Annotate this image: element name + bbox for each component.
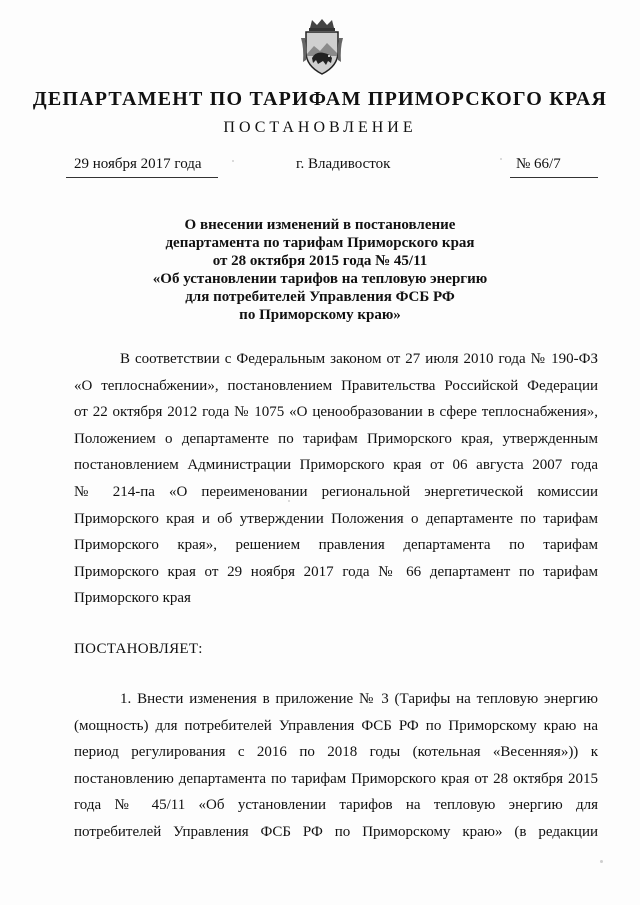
document-number: № 66/7	[516, 156, 561, 172]
date-underline	[66, 177, 218, 178]
paragraph-line: потребителей Управления ФСБ РФ по Приморскому краю» (в редакции	[74, 823, 598, 840]
paragraph-line: № 214-па «О переименовании региональной энергетической комиссии	[74, 483, 598, 500]
paragraph-line: «О теплоснабжении», постановлением Правительства Российской Федерации	[74, 377, 598, 394]
paragraph-line: постановлением Администрации Приморского края от 06 августа 2007 года	[74, 457, 598, 474]
paragraph-line: постановлению департамента по тарифам Приморского края от 28 октября 2015	[74, 770, 598, 787]
scan-speck	[600, 860, 603, 863]
decree-word: ПОСТАНОВЛЯЕТ:	[74, 641, 203, 657]
paragraph-line: (мощность) для потребителей Управления ФСБ РФ по Приморскому краю на	[74, 717, 598, 734]
paragraph-line: Приморского края», решением правления департамента по тарифам	[74, 537, 598, 554]
subject-line: для потребителей Управления ФСБ РФ	[185, 289, 455, 305]
paragraph-line: Приморского края от 29 ноября 2017 года № 66 департамент по тарифам	[74, 563, 598, 580]
scan-speck	[288, 500, 290, 502]
subject-line: «Об установлении тарифов на тепловую энергию	[152, 271, 488, 287]
paragraph-line: Приморского края и об утверждении Положения о департаменте по тарифам	[74, 510, 598, 527]
subject-line: от 28 октября 2015 года № 45/11	[212, 253, 428, 269]
number-underline	[510, 177, 598, 178]
paragraph-line: Положением о департаменте по тарифам Приморского края, утвержденным	[74, 430, 598, 447]
coat-of-arms-icon	[298, 18, 346, 76]
document-date: 29 ноября 2017 года	[74, 156, 202, 172]
organization-title: ДЕПАРТАМЕНТ ПО ТАРИФАМ ПРИМОРСКОГО КРАЯ	[32, 88, 608, 110]
clause-1-paragraph	[74, 686, 598, 846]
preamble-paragraph	[74, 346, 598, 612]
paragraph-line: Приморского края	[74, 590, 191, 607]
subject-line: департамента по тарифам Приморского края	[165, 235, 475, 251]
scan-speck	[500, 158, 502, 160]
paragraph-line: года № 45/11 «Об установлении тарифов на тепловую энергию для	[74, 797, 598, 814]
document-subject	[120, 216, 520, 324]
scan-speck	[356, 574, 358, 576]
paragraph-line: от 22 октября 2012 года № 1075 «О ценообразовании в сфере теплоснабжения»,	[74, 404, 598, 421]
document-city: г. Владивосток	[296, 156, 391, 172]
paragraph-line: период регулирования с 2016 по 2018 годы (котельная «Весенняя»)) к	[74, 744, 598, 761]
document-type: ПОСТАНОВЛЕНИЕ	[223, 119, 417, 136]
subject-line: О внесении изменений в постановление	[184, 217, 456, 233]
paragraph-line: В соответствии с Федеральным законом от 27 июля 2010 года № 190-ФЗ	[120, 351, 598, 367]
scan-speck	[232, 160, 234, 162]
subject-line: по Приморскому краю»	[239, 307, 401, 323]
paragraph-line: 1. Внести изменения в приложение № 3 (Тарифы на тепловую энергию	[120, 691, 598, 707]
